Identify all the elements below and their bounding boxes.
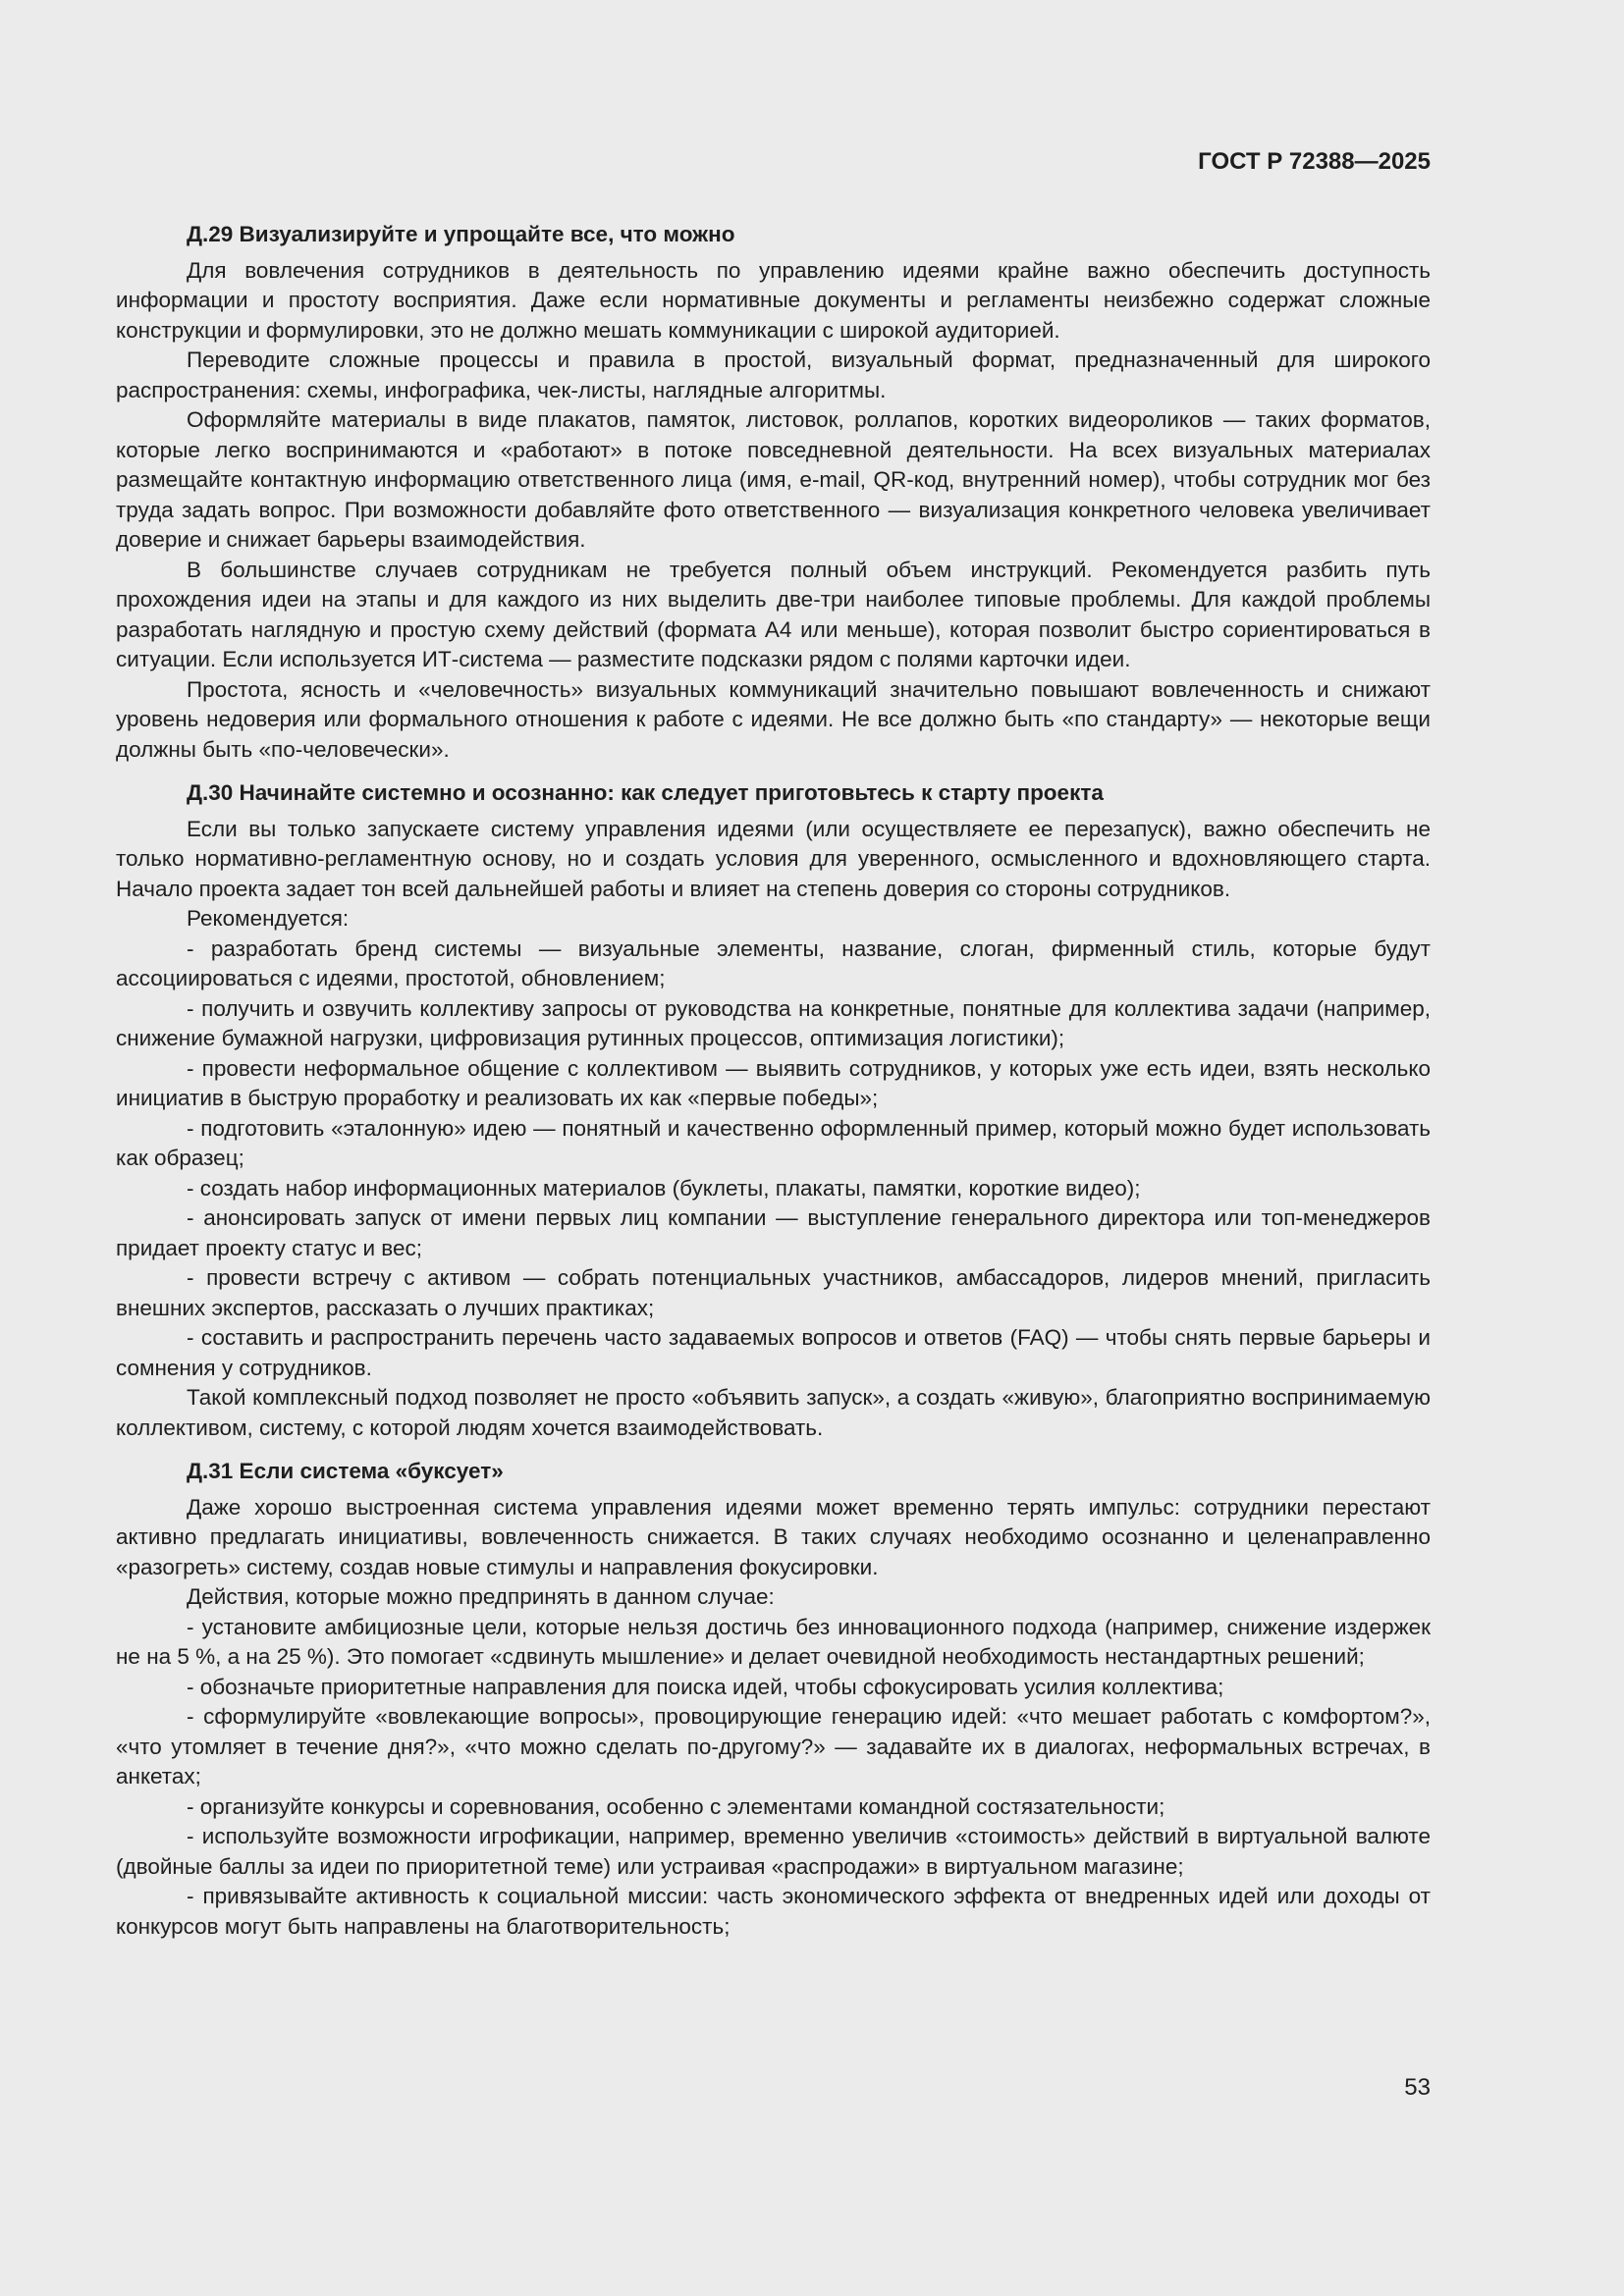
section-title: Д.29 Визуализируйте и упрощайте все, что можно bbox=[187, 222, 735, 246]
paragraph: Оформляйте материалы в виде плакатов, памяток, листовок, роллапов, коротких видеороликов — таких форматов, которые легко воспринимаются и «работают» в потоке повседневной деятельности. На всех визуальных материалах размещайте контактную информацию ответственного лица (имя, e-mail, QR-код, внутренний номер), чтобы сотрудник мог без труда задать вопрос. При возможности добавляйте фото ответственного — визуализация конкретного человека увеличивает доверие и снижает барьеры взаимодействия. bbox=[116, 407, 1431, 552]
paragraph: Такой комплексный подход позволяет не просто «объявить запуск», а создать «живую», благоприятно воспринимаемую коллективом, систему, с которой людям хочется взаимодействовать. bbox=[116, 1385, 1431, 1440]
paragraph: - провести встречу с активом — собрать потенциальных участников, амбассадоров, лидеров мнений, пригласить внешних экспертов, рассказать о лучших практиках; bbox=[116, 1265, 1431, 1320]
paragraph: - используйте возможности игрофикации, например, временно увеличив «стоимость» действий в виртуальной валюте (двойные баллы за идеи по приоритетной теме) или устраивая «распродажи» в виртуальном магазине; bbox=[116, 1824, 1431, 1879]
section bbox=[116, 778, 1431, 1443]
paragraph: Переводите сложные процессы и правила в простой, визуальный формат, предназначенный для широкого распространения: схемы, инфографика, чек-листы, наглядные алгоритмы. bbox=[116, 347, 1431, 402]
document-page bbox=[116, 147, 1431, 1942]
paragraph: Действия, которые можно предпринять в данном случае: bbox=[187, 1584, 775, 1609]
paragraph: В большинстве случаев сотрудникам не требуется полный объем инструкций. Рекомендуется разбить путь прохождения идеи на этапы и для каждого из них выделить две-три наиболее типовые проблемы. Для каждой проблемы разработать наглядную и простую схему действий (формата А4 или меньше), которая позволит быстро сориентироваться в ситуации. Если используется ИТ-система — разместите подсказки рядом с полями карточки идеи. bbox=[116, 557, 1431, 671]
paragraph: Рекомендуется: bbox=[187, 906, 350, 931]
paragraph: Даже хорошо выстроенная система управления идеями может временно терять импульс: сотрудники перестают активно предлагать инициативы, вовлеченность снижается. В таких случаях необходимо осознанно и целенаправленно «разогреть» систему, создав новые стимулы и направления фокусировки. bbox=[116, 1494, 1431, 1579]
section-title: Д.31 Если система «буксует» bbox=[187, 1459, 504, 1483]
paragraph: - обозначьте приоритетные направления для поиска идей, чтобы сфокусировать усилия коллектива; bbox=[187, 1674, 1224, 1699]
paragraph: Если вы только запускаете систему управления идеями (или осуществляете ее перезапуск), важно обеспечить не только нормативно-регламентную основу, но и создать условия для уверенного, осмысленного и вдохновляющего старта. Начало проекта задает тон всей дальнейшей работы и влияет на степень доверия со стороны сотрудников. bbox=[116, 816, 1431, 901]
document-code: ГОСТ Р 72388—2025 bbox=[1198, 148, 1431, 175]
paragraph: - анонсировать запуск от имени первых лиц компании — выступление генерального директора или топ-менеджеров придает проекту статус и вес; bbox=[116, 1205, 1431, 1260]
paragraph: - подготовить «эталонную» идею — понятный и качественно оформленный пример, который можно будет использовать как образец; bbox=[116, 1115, 1431, 1170]
paragraph: - составить и распространить перечень часто задаваемых вопросов и ответов (FAQ) — чтобы снять первые барьеры и сомнения у сотрудников. bbox=[116, 1325, 1431, 1380]
paragraph: - привязывайте активность к социальной миссии: часть экономического эффекта от внедренных идей или доходы от конкурсов могут быть направлены на благотворительность; bbox=[116, 1884, 1431, 1939]
paragraph: - установите амбициозные цели, которые нельзя достичь без инновационного подхода (например, снижение издержек не на 5 %, а на 25 %). Это помогает «сдвинуть мышление» и делает очевидной необходимость нестандартных решений; bbox=[116, 1614, 1431, 1669]
paragraph: - сформулируйте «вовлекающие вопросы», провоцирующие генерацию идей: «что мешает работать с комфортом?», «что утомляет в течение дня?», «что можно сделать по-другому?» — задавайте их в диалогах, неформальных встречах, в анкетах; bbox=[116, 1704, 1431, 1789]
paragraph: - создать набор информационных материалов (буклеты, плакаты, памятки, короткие видео); bbox=[187, 1175, 1141, 1201]
section bbox=[116, 1457, 1431, 1942]
paragraph: - разработать бренд системы — визуальные элементы, название, слоган, фирменный стиль, которые будут ассоциироваться с идеями, простотой, обновлением; bbox=[116, 935, 1431, 990]
section bbox=[116, 220, 1431, 765]
paragraph: - получить и озвучить коллективу запросы от руководства на конкретные, понятные для коллектива задачи (например, снижение бумажной нагрузки, цифровизация рутинных процессов, оптимизация логистики); bbox=[116, 995, 1431, 1050]
page-number: 53 bbox=[1404, 2074, 1431, 2101]
document-body bbox=[116, 220, 1431, 1942]
paragraph: - организуйте конкурсы и соревнования, особенно с элементами командной состязательности; bbox=[187, 1793, 1165, 1819]
paragraph: Простота, ясность и «человечность» визуальных коммуникаций значительно повышают вовлеченность и снижают уровень недоверия или формального отношения к работе с идеями. Не все должно быть «по стандарту» — некоторые вещи должны быть «по-человечески». bbox=[116, 676, 1431, 762]
paragraph: - провести неформальное общение с коллективом — выявить сотрудников, у которых уже есть идеи, взять несколько инициатив в быструю проработку и реализовать их как «первые победы»; bbox=[116, 1055, 1431, 1110]
paragraph: Для вовлечения сотрудников в деятельность по управлению идеями крайне важно обеспечить доступность информации и простоту восприятия. Даже если нормативные документы и регламенты неизбежно содержат сложные конструкции и формулировки, это не должно мешать коммуникации с широкой аудиторией. bbox=[116, 257, 1431, 343]
section-title: Д.30 Начинайте системно и осознанно: как следует приготовьтесь к старту проекта bbox=[187, 780, 1104, 805]
